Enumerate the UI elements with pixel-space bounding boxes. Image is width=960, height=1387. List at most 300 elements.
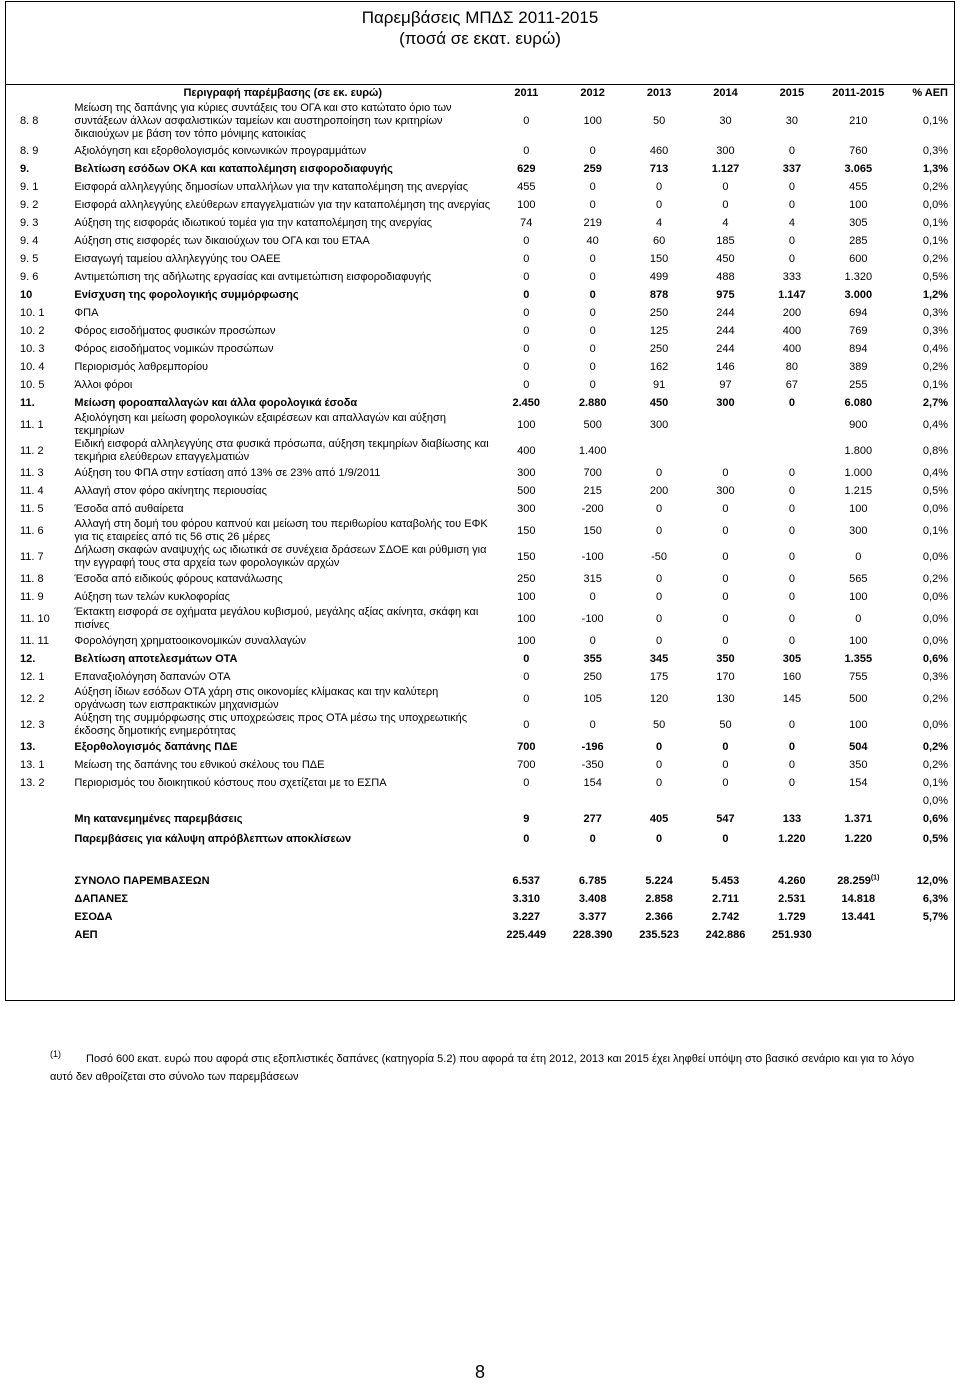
footnote-text: Ποσό 600 εκατ. ευρώ που αφορά στις εξοπλιστικές δαπάνες (κατηγορία 5.2) που αφορά τα έτη 2012, 2013 και 2015 έχει ληφθεί υπόψη στο βασικό σενάριο και για το λόγο αυτό δεν αθροίζεται στο σύνολο των παρεμβάσεων [50,1053,915,1083]
row-value: 1.220 [844,832,873,845]
row-gdp-percent: 0,0% [922,634,948,647]
row-value: 100 [849,590,868,603]
row-value: 100 [517,590,536,603]
row-code: 10. 2 [20,324,45,337]
row-description: Αξιολόγηση και μείωση φορολογικών εξαιρέσεων και απαλλαγών και αύξηση τεκμηρίων [74,412,446,437]
row-value: 1.355 [844,652,873,665]
row-value: 97 [719,378,732,391]
row-description: Φόρος εισοδήματος φυσικών προσώπων [74,324,276,337]
row-gdp-percent: 0,0% [922,718,948,731]
row-value: 60 [652,234,666,247]
row-value: 1.215 [844,484,873,497]
row-code: 11. 9 [20,590,44,603]
row-value: 0 [523,718,530,731]
row-value: -200 [581,502,604,515]
row-value: 1.371 [844,812,873,825]
row-code: 11. 5 [20,502,44,515]
row-value: 0 [589,360,596,373]
totals-value: 228.390 [572,928,613,941]
table-row [8,214,954,232]
row-value: 0 [589,288,596,301]
row-value: 9 [523,812,530,825]
row-value: 210 [849,114,868,127]
row-gdp-percent: 0,0% [922,502,948,515]
row-value: 150 [517,550,536,563]
totals-gdp-percent [892,926,955,944]
row-code: 9. 2 [20,198,39,211]
row-value: 0 [589,832,596,845]
totals-value: 2.366 [645,910,673,923]
row-value: 450 [716,252,735,265]
row-value: 0 [589,180,596,193]
totals-value: 5.453 [711,874,740,887]
row-value: 0 [589,634,596,647]
totals-value: 251.930 [772,928,812,941]
row-description: Δήλωση σκαφών αναψυχής ως ιδιωτικά σε συνέχεια δράσεων ΣΔΟΕ και ρύθμιση για την εγγραφή τους στα αρχεία των φορολογικών αρχών [74,544,487,569]
row-value: 300 [716,484,735,497]
row-value: 0 [523,832,530,845]
totals-value: 3.227 [512,910,541,923]
row-code [8,810,72,828]
row-value: 170 [716,670,735,683]
row-gdp-percent: 0,5% [922,484,948,497]
row-value: 900 [849,418,868,431]
row-value: 0 [788,396,795,409]
page-title [0,7,960,49]
row-gdp-percent: 0,1% [922,114,948,127]
row-value: 350 [849,758,868,771]
row-value: 0 [523,692,530,705]
row-value: 300 [716,396,735,409]
row-value: 333 [782,270,802,283]
row-gdp-percent: 0,1% [922,776,948,789]
row-value: 154 [583,776,602,789]
totals-value: 235.523 [639,928,679,941]
row-value: 150 [583,524,602,537]
row-gdp-percent: 0,0% [922,590,948,603]
totals-value: 4.260 [778,874,806,887]
row-gdp-percent: 0,4% [922,466,948,479]
row-value: 350 [716,652,735,665]
table-row [8,810,954,828]
row-description: Εισαγωγή ταμείου αλληλεγγύης του ΟΑΕΕ [74,252,281,265]
row-value: 0 [855,550,862,563]
row-value: 219 [583,216,602,229]
row-value: 337 [782,162,802,175]
row-value: 0 [523,342,530,355]
table-row [8,268,954,286]
totals-value: 225.449 [506,928,547,941]
header-year-2013: 2013 [646,87,672,99]
row-value: 250 [649,342,669,355]
row-value [759,438,825,464]
row-value: 0 [788,612,795,625]
row-value: 244 [716,306,735,319]
table-row [8,518,954,544]
row-description: Βελτίωση αποτελεσμάτων ΟΤΑ [74,652,238,665]
row-gdp-percent: 0,5% [922,832,948,845]
row-value: -100 [581,612,604,625]
row-description: Μείωση φοροαπαλλαγών και άλλα φορολογικά έσοδα [74,396,358,409]
row-gdp-percent: 0,4% [922,418,948,431]
table-row [8,232,954,250]
row-value: 0 [523,234,530,247]
row-value: 0 [788,634,795,647]
row-description: Παρεμβάσεις για κάλυψη απρόβλεπτων αποκλίσεων [74,832,352,845]
row-gdp-percent: 0,5% [922,270,948,283]
row-value: 0 [589,270,596,283]
row-value: 755 [849,670,868,683]
row-value: 215 [583,484,602,497]
table-body [8,100,954,850]
row-value: 160 [782,670,802,683]
row-value: 0 [589,306,596,319]
row-value: 259 [583,162,602,175]
row-value: 2.880 [578,396,607,409]
row-value: 629 [517,162,536,175]
row-gdp-percent: 0,3% [922,670,948,683]
table-row [8,544,954,570]
table-row [8,412,954,438]
row-description: Μείωση της δαπάνης του εθνικού σκέλους του ΠΔΕ [74,758,325,771]
row-code: 9. 3 [20,216,39,229]
table-row [8,196,954,214]
totals-value: 3.310 [512,892,541,905]
row-gdp-percent: 1,3% [922,162,948,175]
table-row [8,668,954,686]
row-value: 4 [656,216,663,229]
row-value: -50 [651,550,668,563]
row-gdp-percent: 0,1% [922,234,948,247]
row-description: Αύξηση του ΦΠΑ στην εστίαση από 13% σε 23% από 1/9/2011 [74,466,381,479]
totals-row [8,926,954,944]
header-gdp-percent: % ΑΕΠ [912,87,948,99]
row-value: 0 [656,740,663,753]
row-value: 6.080 [844,396,873,409]
row-value: 455 [517,180,536,193]
row-value: 389 [849,360,868,373]
totals-value: 3.377 [578,910,607,923]
row-value: 150 [517,524,536,537]
footnote-mark: (1) [50,1049,61,1059]
row-value: 0 [523,252,530,265]
row-value: 100 [849,718,868,731]
row-value: 100 [517,418,536,431]
row-value: 0 [722,634,729,647]
row-value: 185 [716,234,735,247]
row-description: Αύξηση ίδιων εσόδων ΟΤΑ χάρη στις οικονομίες κλίμακας και την καλύτερη οργάνωση των εισπρακτικών μηχανισμών [74,686,439,711]
row-gdp-percent: 0,2% [922,180,948,193]
row-gdp-percent: 0,0% [922,198,948,211]
table-row [8,588,954,606]
row-code: 8. 9 [20,144,39,157]
row-value: 0 [788,502,795,515]
row-gdp-percent: 0,4% [922,342,948,355]
row-value: 500 [849,692,868,705]
row-value: 0 [656,776,663,789]
table-row [8,160,954,178]
row-gdp-percent: 0,2% [922,692,948,705]
row-description: Επαναξιολόγηση δαπανών ΟΤΑ [74,670,231,683]
row-value: 345 [649,652,669,665]
row-value: 91 [652,378,666,391]
row-value: 0 [589,378,596,391]
row-value: 150 [649,252,669,265]
row-value: 0 [523,306,530,319]
row-description: Ενίσχυση της φορολογικής συμμόρφωσης [74,288,299,301]
row-value: 0 [656,198,663,211]
row-value: 0 [788,524,795,537]
row-code: 11. 10 [20,612,50,625]
row-value: 0 [722,180,729,193]
row-gdp-percent: 0,2% [922,572,948,585]
totals-gdp-percent: 6,3% [922,892,948,905]
row-value [493,792,559,810]
row-code: 13. 2 [20,776,45,789]
row-value: 713 [649,162,669,175]
row-value: 305 [849,216,868,229]
totals-gdp-percent: 5,7% [922,910,948,923]
totals-value: 13.441 [841,910,876,923]
row-gdp-percent: 0,3% [922,306,948,319]
row-value: 878 [649,288,669,301]
row-value: 250 [517,572,536,585]
row-value: 0 [656,572,663,585]
row-value: 300 [517,466,536,479]
table-row [8,250,954,268]
row-description: Εισφορά αλληλεγγύης δημοσίων υπαλλήλων για την καταπολέμηση της ανεργίας [74,180,469,193]
row-value: 130 [716,692,735,705]
row-value: 565 [849,572,868,585]
row-gdp-percent: 0,3% [922,324,948,337]
footnote [50,1050,920,1086]
header-year-2014: 2014 [713,87,738,99]
row-description: ΦΠΑ [74,306,99,319]
row-gdp-percent: 2,7% [922,396,948,409]
row-code: 11. 11 [20,634,49,647]
row-value: 0 [589,590,596,603]
table-row [8,738,954,756]
row-value: 1.127 [711,162,740,175]
row-value: 0 [523,324,530,337]
row-code: 11. 6 [20,524,44,537]
row-value: 0 [855,612,862,625]
row-gdp-percent: 0,1% [922,216,948,229]
table-row [8,358,954,376]
row-value: 3.000 [844,288,873,301]
row-value: 0 [788,776,795,789]
row-value: 300 [849,524,868,537]
row-value: 0 [788,144,795,157]
row-code: 9. [20,162,30,175]
row-value: 0 [656,758,663,771]
table-row [8,570,954,588]
table-row [8,650,954,668]
row-value: 50 [652,718,666,731]
table-header-row [8,87,954,100]
row-description [72,792,493,810]
totals-value: 5.224 [645,874,673,887]
row-description: Άλλοι φόροι [74,378,133,391]
row-value: 67 [785,378,799,391]
row-code: 11. 4 [20,484,44,497]
row-value: 4 [722,216,729,229]
row-value: 0 [656,524,663,537]
table-row [8,756,954,774]
row-description: Ειδική εισφορά αλληλεγγύης στα φυσικά πρόσωπα, αύξηση τεκμηρίων διαβίωσης και τεκμήρια ελεύθερων επαγγελματιών [74,438,489,463]
row-value: 0 [788,198,795,211]
totals-value [825,872,891,890]
row-gdp-percent: 0,2% [922,740,948,753]
row-code [8,828,72,850]
row-value: 0 [589,342,596,355]
row-gdp-percent: 0,0% [922,794,948,807]
row-value: 125 [649,324,669,337]
row-code: 10. 5 [20,378,45,391]
row-value: 100 [849,198,868,211]
totals-value: 6.537 [512,874,541,887]
row-code: 10. 3 [20,342,45,355]
row-value: 450 [649,396,669,409]
title-line-1: Παρεμβάσεις ΜΠΔΣ 2011-2015 [361,8,599,27]
row-value: 0 [788,718,795,731]
row-code: 10 [20,288,33,301]
row-value: 255 [849,378,868,391]
totals-row [8,908,954,926]
row-value: 80 [785,360,799,373]
row-code: 13. 1 [20,758,45,771]
table-row [8,828,954,850]
row-value: 0 [788,590,795,603]
row-value: 4 [788,216,795,229]
totals-value-text: 28.259 [837,874,871,887]
totals-value: 242.886 [705,928,746,941]
row-value: 700 [517,740,536,753]
row-value: 200 [782,306,802,319]
row-value: 0 [656,832,663,845]
row-value: 1.400 [578,444,607,457]
row-gdp-percent: 0,1% [922,378,948,391]
row-value: 285 [849,234,868,247]
header-year-2012: 2012 [580,87,605,99]
totals-label: ΔΑΠΑΝΕΣ [74,892,129,905]
row-value: 0 [523,360,530,373]
table-row [8,322,954,340]
table-row [8,712,954,738]
row-value: 894 [849,342,868,355]
row-value: 400 [782,324,802,337]
row-value: 769 [849,324,868,337]
totals-value: 1.729 [778,910,806,923]
row-value: 146 [716,360,735,373]
totals-value: 14.818 [841,892,876,905]
table-row [8,438,954,464]
row-description: Αύξηση της εισφοράς ιδιωτικού τομέα για την καταπολέμηση της ανεργίας [74,216,432,229]
row-value: 0 [788,234,795,247]
row-value: 0 [523,776,530,789]
row-code: 9. 4 [20,234,39,247]
row-value: 400 [517,444,536,457]
row-description: Περιορισμός του διοικητικού κόστους που σχετίζεται με το ΕΣΠΑ [74,776,387,789]
row-code: 11. [20,396,35,409]
row-value: 460 [649,144,669,157]
row-value: 0 [523,114,530,127]
row-value: 0 [788,252,795,265]
row-value: 30 [785,114,799,127]
row-code: 12. 2 [20,692,45,705]
row-value: 504 [849,740,868,753]
row-value: 100 [849,634,868,647]
row-value: 0 [788,180,795,193]
row-gdp-percent: 0,0% [922,612,948,625]
row-value: 244 [716,324,735,337]
row-value: 1.220 [778,832,806,845]
row-value: 0 [722,590,729,603]
row-value: 0 [523,144,530,157]
row-value: 30 [719,114,732,127]
totals-label: ΑΕΠ [74,928,98,941]
row-code: 12. [20,652,36,665]
totals-row [8,872,954,890]
row-value: 120 [649,692,669,705]
row-value: 0 [589,718,596,731]
row-code: 9. 1 [20,180,39,193]
row-value: 162 [649,360,669,373]
row-value: 145 [782,692,802,705]
row-description: Βελτίωση εσόδων ΟΚΑ και καταπολέμηση εισφοροδιαφυγής [74,162,393,175]
row-value: 760 [849,144,868,157]
interventions-table [8,87,954,944]
row-value: 0 [722,524,729,537]
row-value [559,792,625,810]
row-value: 2.450 [512,396,541,409]
row-value: 244 [716,342,735,355]
row-code: 12. 3 [20,718,45,731]
row-gdp-percent: 0,6% [922,812,948,825]
row-value: -350 [581,758,604,771]
row-description: Φόρος εισοδήματος νομικών προσώπων [74,342,274,355]
row-value: 0 [722,758,729,771]
table-row [8,340,954,358]
row-code: 11. 1 [20,418,44,431]
row-value: 1.147 [778,288,806,301]
row-value: 3.065 [844,162,873,175]
row-value: 0 [589,324,596,337]
row-value: 250 [583,670,602,683]
row-code: 11. 8 [20,572,44,585]
row-value: 0 [589,198,596,211]
table-row [8,632,954,650]
row-value: 100 [583,114,602,127]
row-gdp-percent: 0,1% [922,524,948,537]
row-code: 9. 5 [20,252,39,265]
table-row [8,792,954,810]
row-description: Αξιολόγηση και εξορθολογισμός κοινωνικών προγραμμάτων [74,144,367,157]
row-value: 277 [583,812,602,825]
row-description: Περιορισμός λαθρεμπορίου [74,360,209,373]
row-code: 11. 2 [20,444,44,457]
title-line-2: (ποσά σε εκατ. ευρώ) [399,29,561,48]
row-value: -196 [581,740,604,753]
row-value [692,412,758,438]
row-description: Έκτακτη εισφορά σε οχήματα μεγάλου κυβισμού, μεγάλης αξίας ακίνητα, σκάφη και πισίνες [74,606,479,631]
row-value [692,792,758,810]
row-value: 0 [722,776,729,789]
row-value: 355 [583,652,602,665]
table-row [8,304,954,322]
row-code: 12. 1 [20,670,45,683]
row-value: 700 [583,466,602,479]
